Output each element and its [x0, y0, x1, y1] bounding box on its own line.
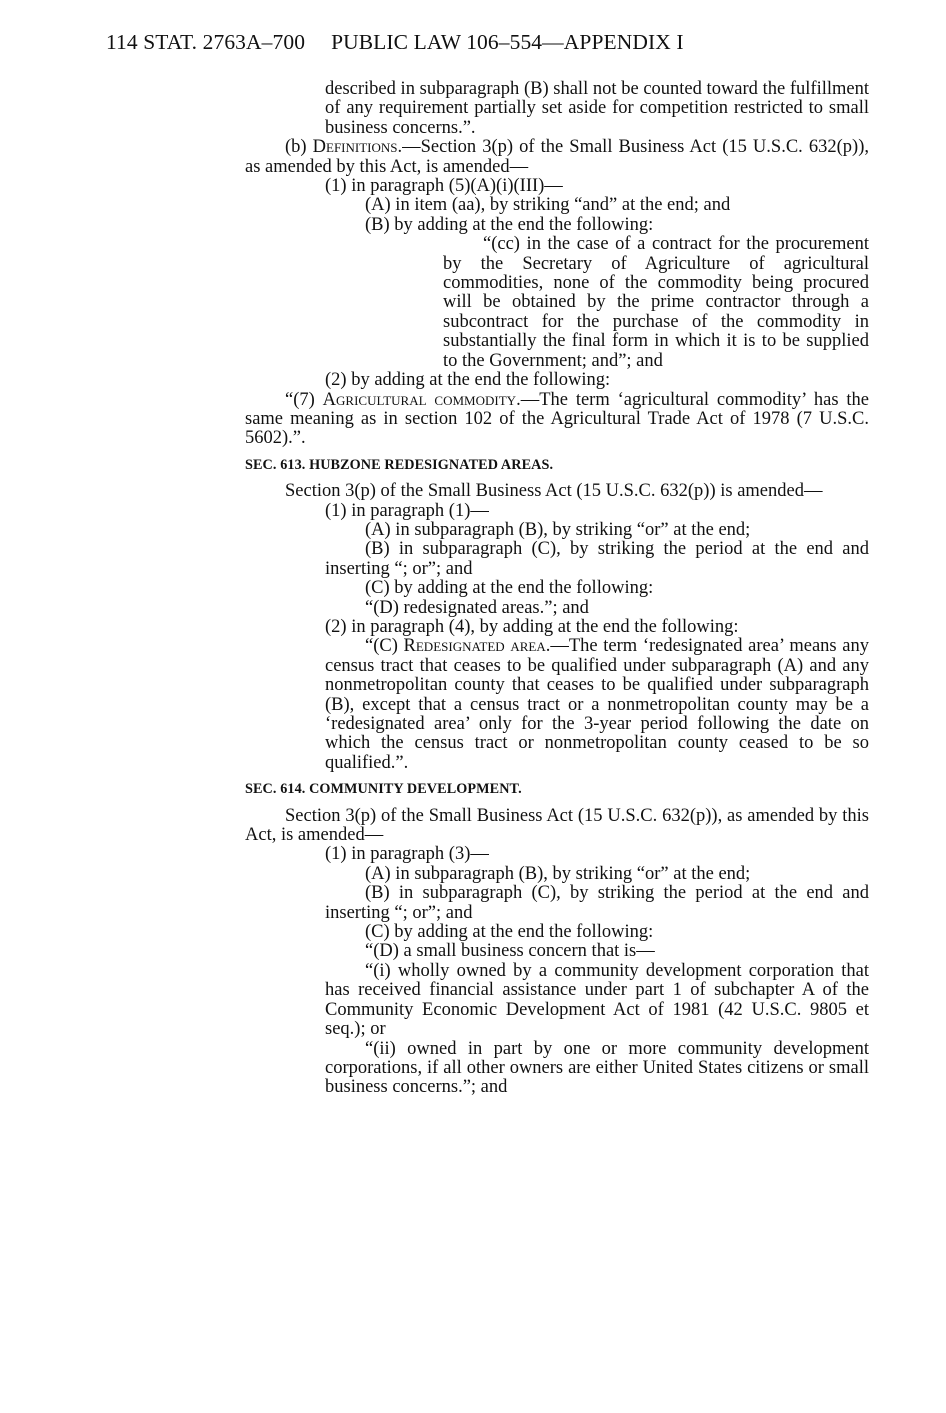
- paragraph: Section 3(p) of the Small Business Act (15 U.S.C. 632(p)) is amended—: [285, 481, 823, 502]
- paragraph: (1) in paragraph (5)(A)(i)(III)—: [325, 176, 563, 197]
- paragraph: (2) in paragraph (4), by adding at the end the following:: [325, 616, 739, 637]
- section-heading-613: SEC. 613. HUBZONE REDESIGNATED AREAS.: [245, 456, 554, 473]
- paragraph: (1) in paragraph (1)—: [325, 500, 489, 521]
- paragraph: “(i) wholly owned by a community development corporation that has received financial assistance under part 1 of subchapter A of the Community Economic Development Act of 1981 (42 U.S.C. 9805 et seq.); or: [325, 960, 869, 1040]
- quoted-definition: “(C) Redesignated area.—The term ‘redesignated area’ means any census tract that ceases to be qualified under subparagraph (A) and any nonmetropolitan county that ceases to be qualified under subparagraph (B), except that a census tract or a nonmetropolitan county may be a ‘redesignated area’ only for the 3-year period following the date on which the census tract or nonmetropolitan county ceased to be so qualified.”.: [325, 636, 869, 773]
- definition-heading: Agricultural commodity: [322, 389, 517, 410]
- page-body: [245, 80, 869, 1098]
- paragraph: “(ii) owned in part by one or more community development corporations, if all other owners are either United States citizens or small business concerns.”; and: [325, 1038, 869, 1098]
- definition-heading: Redesignated area: [403, 636, 546, 657]
- paragraph: (C) by adding at the end the following:: [365, 578, 654, 599]
- paragraph: (B) by adding at the end the following:: [365, 214, 654, 235]
- paragraph: (B) in subparagraph (C), by striking the period at the end and inserting “; or”; and: [325, 883, 869, 923]
- paragraph: (2) by adding at the end the following:: [325, 370, 611, 391]
- paragraph-definitions: (b) Definitions.—Section 3(p) of the Small Business Act (15 U.S.C. 632(p)), as amended by this Act, is amended—: [245, 137, 869, 177]
- paragraph: “(D) a small business concern that is—: [365, 941, 655, 962]
- paragraph: (C) by adding at the end the following:: [365, 922, 654, 943]
- paragraph: (A) in item (aa), by striking “and” at the end; and: [365, 195, 731, 216]
- paragraph: Section 3(p) of the Small Business Act (15 U.S.C. 632(p)), as amended by this Act, is amended—: [245, 805, 869, 846]
- paragraph: “(D) redesignated areas.”; and: [365, 597, 589, 618]
- page-citation: 114 STAT. 2763A–700: [106, 30, 306, 54]
- subsection-heading: Definitions: [312, 137, 398, 158]
- paragraph: (A) in subparagraph (B), by striking “or” at the end;: [365, 519, 751, 540]
- quoted-definition: “(7) Agricultural commodity.—The term ‘agricultural commodity’ has the same meaning as in section 102 of the Agricultural Trade Act of 1978 (7 U.S.C. 5602).”.: [245, 389, 869, 449]
- running-title: PUBLIC LAW 106–554—APPENDIX I: [331, 30, 684, 54]
- quoted-item: “(cc) in the case of a contract for the procurement by the Secretary of Agriculture of agricultural commodities, none of the commodity being procured will be obtained by the prime contractor through a subcontract for the purchase of the commodity in substantially the final form in which it is to be supplied to the Government; and”; and: [443, 234, 869, 371]
- paragraph: (B) in subparagraph (C), by striking the period at the end and inserting “; or”; and: [325, 539, 869, 579]
- paragraph: (1) in paragraph (3)—: [325, 844, 489, 865]
- paragraph: described in subparagraph (B) shall not be counted toward the fulfillment of any requirement partially set aside for competition restricted to small business concerns.”.: [325, 79, 869, 138]
- page-header: [106, 30, 886, 55]
- paragraph: (A) in subparagraph (B), by striking “or” at the end;: [365, 863, 751, 884]
- section-heading-614: SEC. 614. COMMUNITY DEVELOPMENT.: [245, 781, 522, 798]
